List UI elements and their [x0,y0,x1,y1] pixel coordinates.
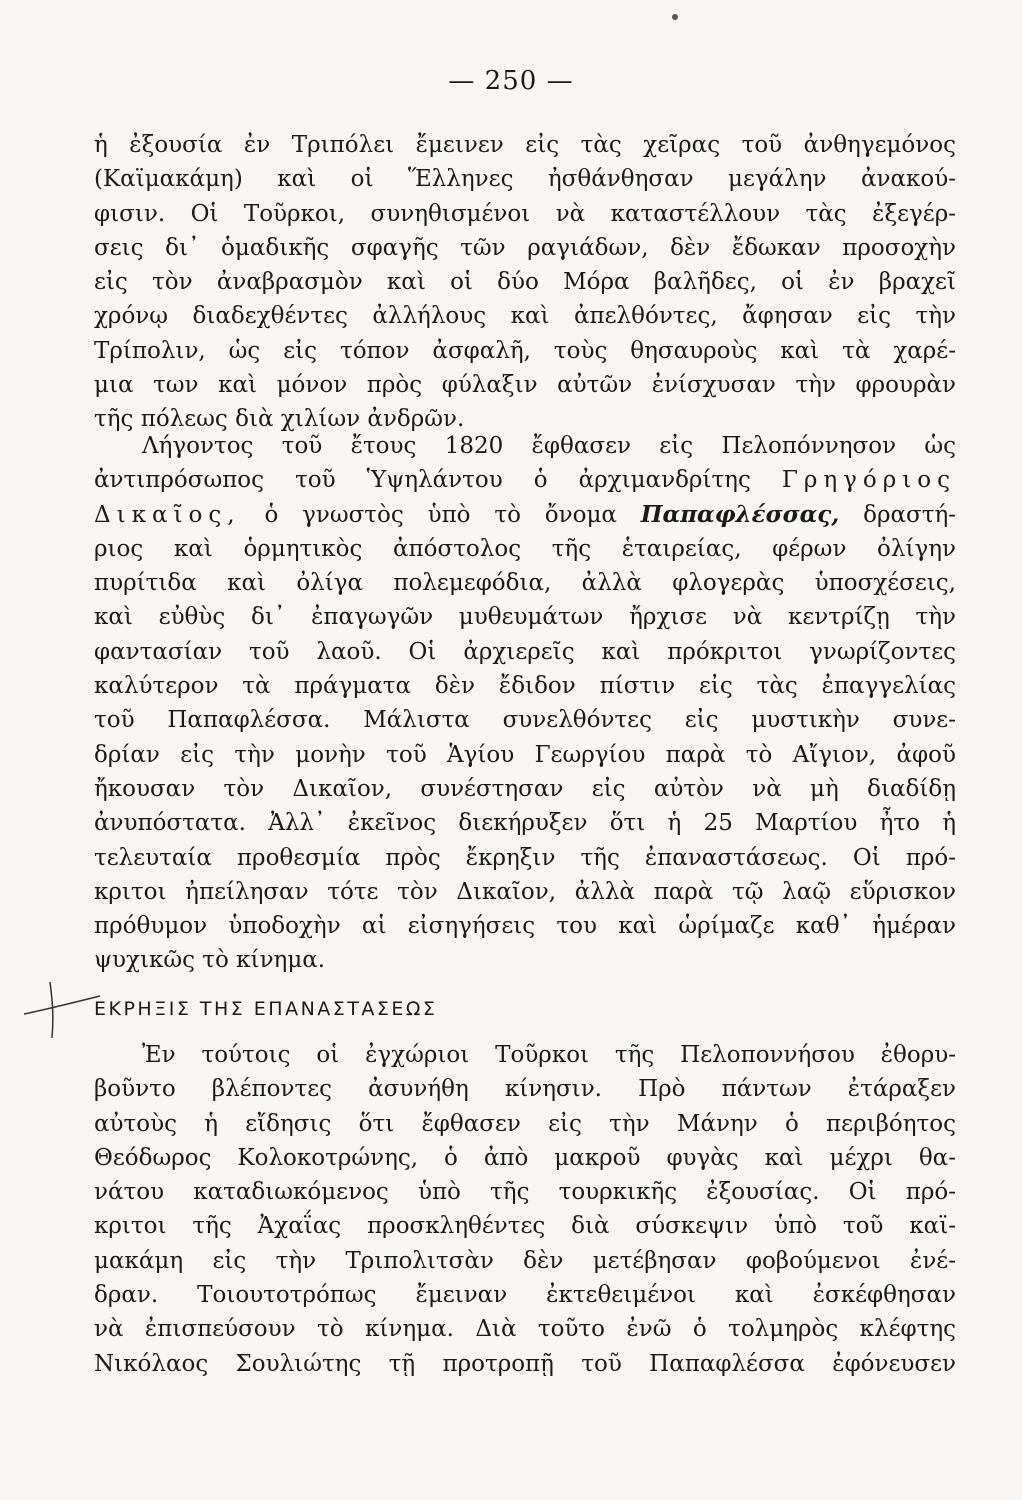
text-line: Τρίπολιν, ὡς εἰς τόπον ἀσφαλῆ, τοὺς θησαυροὺς καὶ τὰ χαρέ- [94,337,956,364]
text-line: ριος καὶ ὁρμητικὸς ἀπόστολος τῆς ἑταιρείας, φέρων ὀλίγην [94,535,956,562]
text-line: (Καϊμακάμη) καὶ οἱ Ἕλληνες ἠσθάνθησαν μεγάλην ἀνακού- [94,166,956,193]
text-line [94,463,956,497]
text-line: τοῦ Παπαφλέσσα. Μάλιστα συνελθόντες εἰς μυστικὴν συνε- [94,707,956,734]
text-line: καλύτερον τὰ πράγματα δὲν ἔδιδον πίστιν εἰς τὰς ἐπαγγελίας [94,673,956,700]
text-line: πυρίτιδα καὶ ὀλίγα πολεμεφόδια, ἀλλὰ φλογερὰς ὑποσχέσεις, [94,570,956,597]
text-line: τελευταία προθεσμία πρὸς ἔκρηξιν τῆς ἐπαναστάσεως. Οἱ πρό- [94,844,956,871]
section-heading: ΕΚΡΗΞΙΣ ΤΗΣ ΕΠΑΝΑΣΤΑΣΕΩΣ [94,998,438,1020]
text-line: ἀνυπόστατα. Ἀλλ᾽ ἐκεῖνος διεκήρυξεν ὅτι ἡ 25 Μαρτίου ἦτο ἡ [94,810,956,837]
paragraph-2 [94,429,956,978]
text-span: ἀντιπρόσωπος τοῦ Ὑψηλάντου ὁ ἀρχιμανδρίτης [94,467,751,494]
text-line: πρόθυμον ὑποδοχὴν αἱ εἰσηγήσεις του καὶ ὡρίμαζε καθ᾽ ἡμέραν [94,913,956,940]
text-line: Νικόλαος Σουλιώτης τῇ προτροπῇ τοῦ Παπαφλέσσα ἐφόνευσεν [94,1350,956,1377]
text-line: αὐτοὺς ἡ εἴδησις ὅτι ἔφθασεν εἰς τὴν Μάνην ὁ περιβόητος [94,1110,956,1137]
text-line: Ἐν τούτοις οἱ ἐγχώριοι Τοῦρκοι τῆς Πελοποννήσου ἐθορυ- [142,1042,956,1068]
text-line: σεις δι᾽ ὁμαδικῆς σφαγῆς τῶν ραγιάδων, δὲν ἔδωκαν προσοχὴν [94,234,956,261]
text-line: τῆς πόλεως διὰ χιλίων ἀνδρῶν. [94,406,465,433]
text-line: μια των καὶ μόνον πρὸς φύλαξιν αὐτῶν ἐνίσχυσαν τὴν φρουρὰν [94,372,956,399]
text-line: δραν. Τοιουτοτρόπως ἔμειναν ἐκτεθειμένοι καὶ ἐσκέφθησαν [94,1282,956,1309]
paragraph-1 [94,128,956,437]
text-line: χρόνῳ διαδεχθέντες ἀλλήλους καὶ ἀπελθόντες, ἄφησαν εἰς τὴν [94,303,956,330]
text-line: βοῦντο βλέποντες ἀσυνήθη κίνησιν. Πρὸ πάντων ἐτάραξεν [94,1076,956,1103]
pen-mark-icon [22,980,102,1040]
text-line [94,498,956,532]
bold-name: Παπαφλέσσας, [640,500,840,528]
text-line: φαντασίαν τοῦ λαοῦ. Οἱ ἀρχιερεῖς καὶ πρόκριτοι γνωρίζοντες [94,638,956,665]
text-line: Λήγοντος τοῦ ἔτους 1820 ἔφθασεν εἰς Πελοπόννησον ὡς [142,433,956,459]
page-number: — 250 — [448,66,574,96]
text-span: ὁ γνωστὸς ὑπὸ τὸ ὄνομα [264,501,617,528]
text-line: κριτοι τῆς Ἀχαΐας προσκληθέντες διὰ σύσκεψιν ὑπὸ τοῦ καϊ- [94,1213,956,1240]
text-span: δραστή- [863,501,956,528]
text-line: Θεόδωρος Κολοκοτρώνης, ὁ ἀπὸ μακροῦ φυγὰς καὶ μέχρι θα- [94,1144,956,1171]
text-line: εἰς τὸν ἀναβρασμὸν καὶ οἱ δύο Μόρα βαλῆδες, οἱ ἐν βραχεῖ [94,269,956,296]
text-line: ψυχικῶς τὸ κίνημα. [94,947,326,974]
text-line: φισιν. Οἱ Τοῦρκοι, συνηθισμένοι νὰ καταστέλλουν τὰς ἐξεγέρ- [94,200,956,227]
text-line: μακάμη εἰς τὴν Τριπολιτσὰν δὲν μετέβησαν φοβούμενοι ἐνέ- [94,1247,956,1274]
spaced-name: Δικαῖος, [94,501,241,528]
text-line: καὶ εὐθὺς δι᾽ ἐπαγωγῶν μυθευμάτων ἤρχισε νὰ κεντρίζῃ τὴν [94,604,956,631]
text-line: δρίαν εἰς τὴν μονὴν τοῦ Ἁγίου Γεωργίου παρὰ τὸ Αἴγιον, ἀφοῦ [94,741,956,768]
text-line: ἤκουσαν τὸν Δικαῖον, συνέστησαν εἰς αὐτὸν νὰ μὴ διαδίδῃ [94,775,956,802]
ink-speck [672,14,678,20]
text-line: νάτου καταδιωκόμενος ὑπὸ τῆς τουρκικῆς ἐξουσίας. Οἱ πρό- [94,1179,956,1206]
paragraph-3 [94,1038,956,1381]
text-line: ἡ ἐξουσία ἐν Τριπόλει ἔμεινεν εἰς τὰς χεῖρας τοῦ ἀνθηγεμόνος [94,132,956,158]
text-line: κριτοι ἠπείλησαν τότε τὸν Δικαῖον, ἀλλὰ παρὰ τῷ λαῷ εὕρισκον [94,878,956,905]
spaced-name: Γρηγόριος [781,467,956,494]
text-line: νὰ ἐπισπεύσουν τὸ κίνημα. Διὰ τοῦτο ἐνῶ ὁ τολμηρὸς κλέφτης [94,1316,956,1343]
